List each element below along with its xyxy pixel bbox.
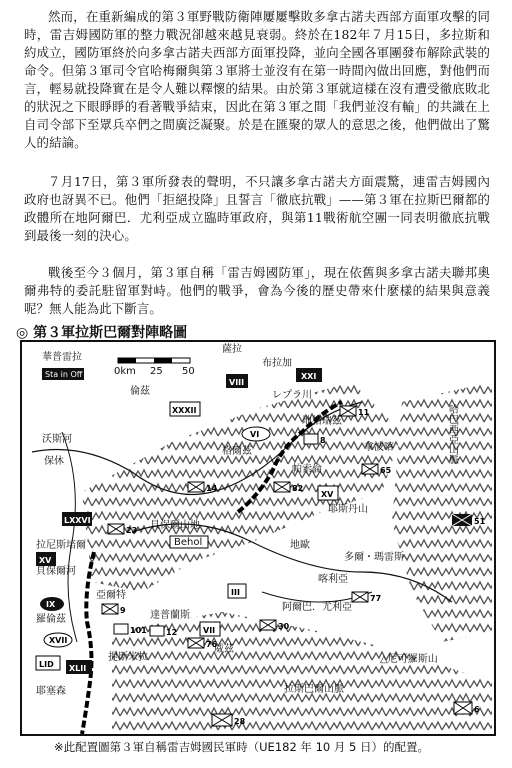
svg-text:23: 23: [126, 526, 138, 535]
battle-map: [20, 340, 496, 736]
map-title: ◎ 第３軍拉斯巴爾對陣略圖: [16, 325, 188, 341]
svg-text:XXI: XXI: [301, 372, 317, 381]
svg-text:30: 30: [278, 622, 290, 631]
mountains-east: [392, 382, 492, 642]
svg-text:50: 50: [182, 366, 195, 377]
svg-text:0km: 0km: [114, 366, 136, 377]
label-hamountain: 哈巴西亞山脈: [446, 404, 458, 464]
river-west: [62, 432, 77, 642]
unit-65: [362, 464, 392, 475]
label-bupujia: 布拉加: [262, 358, 292, 369]
label-beipoer: 貝保爾山地: [150, 520, 200, 531]
label-pakai: 帕索倫: [292, 464, 322, 475]
svg-text:VIII: VIII: [229, 378, 245, 387]
unit-ix: [40, 597, 64, 611]
label-nabo: 拿波喀: [364, 442, 394, 453]
unit-30: [260, 620, 290, 631]
unit-lid: [36, 656, 60, 670]
svg-text:III: III: [231, 588, 240, 597]
label-dafumulan: 達普蘭斯: [150, 610, 190, 621]
label-lasibaer: 拉斯巴爾山脈: [284, 684, 344, 695]
label-luolunzi: 羅倫茲: [36, 614, 66, 625]
label-weyle: 沃斯河: [42, 434, 72, 445]
map-caption: ※此配置圖第３軍自稱雷吉姆國民軍時（UE182 年 10 月 5 日）的配置。: [54, 740, 429, 754]
unit-76: [188, 638, 218, 649]
label-aer: 阿爾巴．尤利亞: [282, 602, 352, 613]
label-yesi: 耶斯丹山: [328, 504, 368, 515]
unit-viii: [226, 374, 248, 388]
svg-text:IX: IX: [46, 600, 56, 609]
label-luntz: 倫茲: [130, 386, 150, 397]
label-weizi: 威茲: [214, 644, 234, 655]
svg-text:101: 101: [130, 626, 147, 635]
svg-text:6: 6: [474, 705, 480, 714]
svg-text:XVII: XVII: [49, 636, 68, 645]
svg-text:77: 77: [370, 594, 382, 603]
svg-text:28: 28: [234, 717, 246, 726]
unit-xlii: [66, 660, 92, 674]
unit-vi: [242, 427, 270, 441]
label-kali: 喀利亞: [318, 574, 348, 585]
svg-text:65: 65: [380, 466, 392, 475]
svg-text:XXXII: XXXII: [172, 406, 197, 415]
svg-text:76: 76: [206, 640, 218, 649]
svg-text:25: 25: [150, 366, 163, 377]
unit-9: [102, 604, 126, 615]
unit-lxxvi: [62, 512, 92, 526]
label-laniu: 拉尼斯培爾: [36, 540, 86, 551]
label-yalete: 亞爾特: [96, 590, 126, 601]
unit-xv2: [36, 552, 56, 566]
label-duomaweili: 多爾・瑪雷斯: [344, 552, 404, 563]
unit-xxi: [296, 368, 322, 382]
unit-77: [352, 592, 381, 603]
unit-12: [150, 626, 177, 637]
svg-text:82: 82: [292, 484, 304, 493]
svg-text:XV: XV: [321, 490, 334, 499]
unit-vii: [200, 622, 220, 636]
svg-text:14: 14: [206, 484, 218, 493]
label-nikeluo: △尼可羅斯山: [380, 654, 438, 665]
label-dikuan: 地歐: [290, 540, 310, 551]
svg-text:XLII: XLII: [69, 664, 87, 673]
svg-text:12: 12: [166, 628, 178, 637]
unit-82: [274, 482, 303, 493]
unit-xv: [318, 486, 338, 500]
scale-bar: [114, 358, 195, 377]
label-beibaoer: 貝保爾河: [36, 566, 76, 577]
label-dikeruizi: 地格瑞茲: [302, 416, 342, 427]
label-baoxiu: 保休: [44, 456, 64, 467]
unit-iii: [228, 584, 246, 598]
svg-text:11: 11: [358, 408, 370, 417]
unit-14: [188, 482, 218, 493]
svg-text:9: 9: [120, 606, 126, 615]
paragraph-2: ７月17日，第３軍所發表的聲明，不只讓多拿古諾夫方面震驚，連雷吉姆國內政府也訝異不已。他們「拒絕投降」且誓言「徹底抗戰」——第３軍在拉斯巴爾都的政體所在地阿爾巴．尤利亞成立臨時軍政府，與第11戰術航空團一同表明徹底抗戰到最後一刻的決心。: [24, 174, 490, 243]
unit-23: [108, 524, 137, 535]
paragraph-3: 戰後至今３個月，第３軍自稱「雷吉姆國防軍」，現在依舊與多拿古諾夫聯邦奧爾弗特的委託駐留軍對峙。他們的戰爭，會為今後的歷史帶來什麼樣的結果與意義呢？無人能為此下斷言。: [24, 265, 490, 316]
unit-101: [114, 624, 147, 635]
label-huaplei: 華普雷拉: [42, 352, 82, 363]
label-timidu: 提斯米拉: [108, 652, 148, 663]
svg-text:8: 8: [320, 436, 326, 445]
svg-text:LID: LID: [39, 660, 54, 669]
label-behol: Behol: [174, 537, 203, 548]
svg-text:LXXVI: LXXVI: [64, 516, 91, 525]
paragraph-1: 然而，在重新編成的第３軍野戰防衛陣屢屢擊敗多拿古諾夫西部方面軍攻擊的同時，雷吉姆國防軍的整力戰況卻越來越見衰弱。終於在182年７月15日，多拉斯和約成立，國防軍終於向多拿古諾夫西部方面軍投降，並向全國各軍團發布解除武裝的命令。但第３軍司令官哈梅爾與第３軍將士並沒有在第一時間內做出回應，對他們而言，輕易就投降實在是令人難以釋懷的結果。由於第３軍就這樣在沒有遭受徹底敗北的狀況之下眼睜睜的看著戰爭結束，因此在第３軍之間「我們並沒有輸」的共識在上自司令部下至眾兵卒們之間廣泛凝聚。於是在匯聚的眾人的意思之後，他們做出了驚人的結論。: [24, 9, 490, 150]
label-gegeruizi: 格爾茲: [222, 446, 252, 457]
label-salah: 薩拉: [222, 344, 242, 355]
label-sta: Sta in Off: [45, 370, 83, 379]
unit-8: [304, 434, 326, 445]
label-yesesen: 耶塞森: [36, 686, 66, 697]
unit-xxxii: [170, 402, 200, 416]
svg-text:VII: VII: [203, 626, 216, 635]
svg-text:51: 51: [474, 517, 486, 526]
label-railway: レプラ川: [272, 390, 312, 401]
unit-xvii: [44, 633, 72, 647]
svg-text:XV: XV: [39, 556, 52, 565]
unit-11: [340, 406, 370, 417]
svg-text:VI: VI: [250, 430, 260, 439]
